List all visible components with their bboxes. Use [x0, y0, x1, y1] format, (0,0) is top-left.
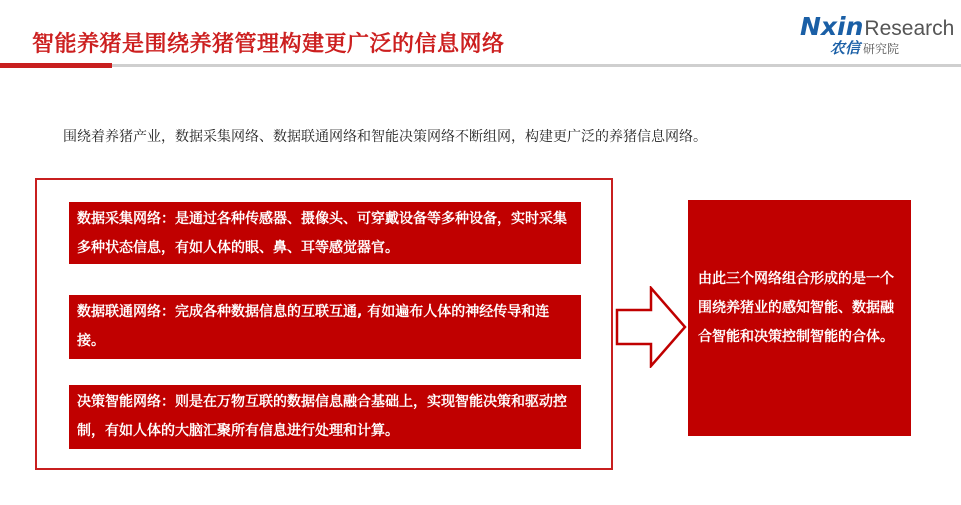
intro-text: 围绕着养猪产业，数据采集网络、数据联通网络和智能决策网络不断组网，构建更广泛的养猪信息网络。 [63, 129, 707, 145]
logo-brand: Nxin [800, 12, 864, 41]
summary-text: 由此三个网络组合形成的是一个围绕养猪业的感知智能、数据融合智能和决策控制智能的合体。 [698, 271, 894, 345]
card-text: 数据联通网络：完成各种数据信息的互联互通, 有如遍布人体的神经传导和连接。 [77, 304, 550, 349]
card-text: 数据采集网络：是通过各种传感器、摄像头、可穿戴设备等多种设备，实时采集多种状态信息，有如人体的眼、鼻、耳等感觉器官。 [77, 211, 567, 256]
card-decision-intelligence [69, 385, 581, 449]
nxin-research-logo [800, 12, 955, 57]
logo-research: Research [864, 17, 955, 40]
card-data-collection [69, 202, 581, 264]
logo-institute: 研究院 [863, 42, 900, 56]
right-arrow-icon [615, 286, 687, 368]
title-accent-bar [0, 63, 112, 68]
title-divider [112, 64, 961, 67]
page-title: 智能养猪是围绕养猪管理构建更广泛的信息网络 [32, 32, 505, 57]
card-text: 决策智能网络：则是在万物互联的数据信息融合基础上，实现智能决策和驱动控制，有如人体的大脑汇聚所有信息进行处理和计算。 [77, 394, 567, 439]
summary-box [688, 200, 911, 436]
card-data-connection [69, 295, 581, 359]
logo-brand-cn: 农信 [830, 39, 861, 57]
